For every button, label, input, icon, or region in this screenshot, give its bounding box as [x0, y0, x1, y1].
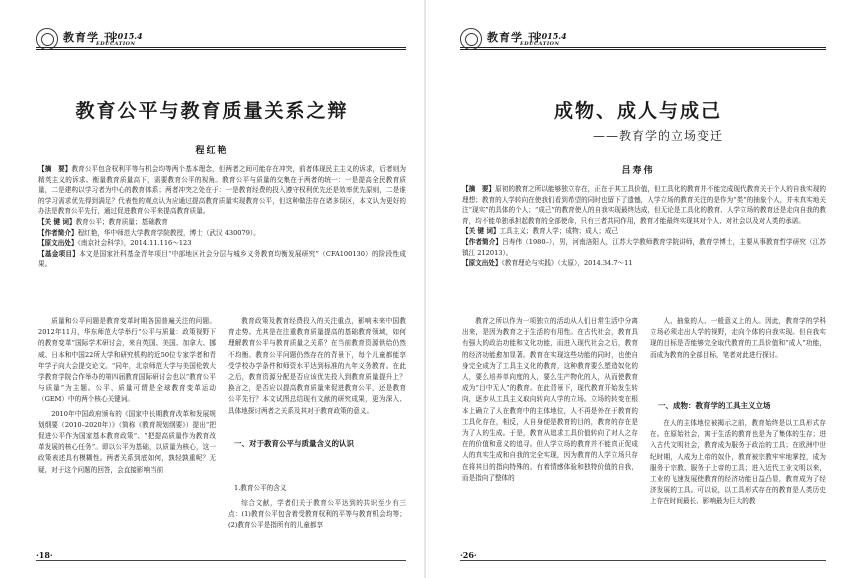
body-column-2 [650, 316, 826, 386]
body-column-1 [462, 316, 638, 544]
body-paragraph: 教育之所以作为一项独立的活动从人们日常生活中分离出来，是因为教育之于生活的有用性。在古代社会，教育具有强大的政治功能和文化功能，而进入现代社会之后，教育的经济功能愈加显著。教育在实现这些功能的同时，也使自身完全成为了工具主义化的教育，这种教育要么塑造奴化的人，要么培养单向度的人，要么生产物化的人，从而使教育成为“目中无人”的教育。在此背景下，现代教育开始发生转向，逐步从工具主义取向转向人学的立场。立场的转变在根本上确立了人在教育中的主体地位，人不再是外在于教育的工具化存在，相反，人自身便是教育的目的，教育的存在是为了人的生成。于是，教育从追求工具价值转向了对人之存在的价值和意义的追寻。但人学立场的教育并不能真正促成人的真实生成和自我的完全实现，因为教育的人学立场只存在将其目的指向特殊的、有着情感体验和独特价值的自我，而是指向了整体的 [462, 317, 638, 482]
article-subtitle: ——教育学的立场变迁 [592, 129, 723, 143]
body-column-2b [228, 498, 406, 544]
body-column-1 [38, 316, 216, 544]
body-paragraph: 人、抽象的人、一般意义上的人。因此，教育学的学科立场必须走出人学的视野，走向个体的自我实现。但自我实现的目标是否能够完全取代教育的工具价值和“成人”功能，而成为教育的全部目标，笔者对此进行探讨。 [650, 317, 826, 359]
body-paragraph: 质量和公平问题是教育变革时期各国普遍关注的问题。2012年11月，华东师范大学举行“公平与质量：政策视野下的教育变革”国际学术研讨会，来自英国、美国、加拿大、挪威、日本和中国22所大学和研究机构的近50位专家学者和青年学子向大会提交论文。“同年，北京师范大学与美国伦敦大学教育学院合作举办的第四届教育国际研讨会也以“教育公平与质量”为主题。公平、质量可谓是全球教育变革运动（GEM）中的两个核心关键词。 [38, 317, 216, 404]
header-rule-thin [460, 49, 826, 50]
source: 【原文出处】《教育理论与实践》（太原），2014.34.7～11 [462, 259, 633, 268]
body-column-2 [228, 316, 406, 428]
section-heading: 一、成物：教育学的工具主义立场 [658, 401, 771, 410]
article-title: 成物、成人与成己 [553, 100, 722, 122]
footer-rule [460, 560, 826, 561]
body-paragraph: 综合文献，学者们关于教育公平达到的共识至少有三点：(1)教育公平包含着受教育权利的平等与教育机会均等；(2)教育公平是指所有的儿童都享 [228, 499, 406, 530]
journal-english: EDUCATION [520, 41, 560, 47]
keywords: 【关 键 词】教育公平；教育质量；基础教育 [38, 217, 168, 226]
header-rule [36, 47, 406, 48]
page-number: ·26· [460, 550, 477, 560]
header-rule-thin [36, 49, 406, 50]
journal-issue: 2015.4 [536, 31, 567, 41]
header-rule [460, 47, 826, 48]
journal-name: 教育学 刊 [63, 31, 116, 44]
abstract: 【摘 要】原初的教育之所以能够独立存在，正在于其工具价值，但工具化的教育并不能完成现代教育关于个人的自我实现的理想；教育的人学转向在使我们看到希望的同时也留下了遗憾，人学立场的教育关注的是作为“类”的抽象个人，并未真实地关注“现实”的具体的个人；“成己”的教育使人的自我实现最终达成，但无论是工具化的教育、人学立场的教育还是走向自我的教育，均不能单独承担起教育的全部使命，只有三者共同作用，教育才能最终实现其对个人、对社会以及对人类的承诺。 [462, 185, 826, 225]
body-column-2b [650, 418, 826, 544]
author-info: 【作者简介】吕寿伟（1980–），男，河南洛阳人，江苏大学教师教育学院讲师，教育学博士，主要从事教育哲学研究（江苏 镇江 212013）。 [462, 237, 827, 257]
right-page [426, 0, 850, 578]
fund: 【基金项目】本文是国家社科基金青年项目“中部地区社会分层与城乡义务教育均衡发展研究”（CFA100130）的阶段性成果。 [38, 249, 406, 269]
article-author: 吕寿伟 [621, 166, 655, 176]
footer-rule [36, 560, 406, 561]
body-paragraph: 在人的主体地位被揭示之前，教育始终是以工具形式存在。在原始社会，寓于生活的教育也是为了集体的生存；进入古代文明社会，教育成为服务于政治的工具；在欧洲中世纪时期，人成为上帝的奴仆，教育被宗教牢牢地掌控，成为服务于宗教、服务于上帝的工具；进入近代工业文明以来，工业的飞速发展使教育的经济功能日益凸显，教育成为了经济发展的工具。可以说，以工具形式存在的教育是人类历史上存在时间最长、影响最为巨大的教 [650, 419, 826, 506]
keywords: 【关 键 词】工具主义；教育人学；成物；成人；成己 [462, 227, 619, 236]
page-number: ·18· [36, 550, 53, 560]
article-metadata [462, 184, 826, 269]
article-author: 程红艳 [195, 146, 229, 156]
body-paragraph: 教育政策及教育经费投入的关注重点，影响未来中国教育走势。尤其是在注重教育质量提高的基础教育领域，如何理解教育公平与教育质量之关系？在当前教育资源供给仍然不均衡、教育公平问题仍然存在的背景下，每个儿童都能享受学校办学条件和师资水平达到标准的九年义务教育。在此之后，教育资源分配是否应该优先投入到教育质量提升上？换言之，是否应以提高教育质量来促进教育公平，还是教育公平先行？本文试图总结现有文献的研究成果，更为深入、具体地探讨两者之关系及其对于教育政策的意义。 [228, 317, 406, 415]
body-paragraph: 2010年中国政府颁布的《国家中长期教育改革和发展规划纲要（2010–2020年）》（简称《教育规划纲要》）提出“把促进公平作为国家基本教育政策”、“把提高质量作为教育改革发展的核心任务”。即以公平为基础，以质量为核心，这一政策表述具有模糊性。两者关系到底如何，孰轻孰重呢？无疑，对于这个问题的回答，会直接影响当前 [38, 409, 216, 474]
journal-english: EDUCATION [96, 41, 136, 47]
subsection-heading: 1.教育公平的含义 [234, 484, 287, 492]
abstract: 【摘 要】教育公平包含权利平等与机会均等两个基本理念，但两者之间可能存在冲突，前者体现民主主义的诉求，后者则为精英主义的诉求。衡量教育质量高下，需要教育公平的视角。教育公平与质量的交集在于两者的统一：一是提高全民教育质量，二是建构以学习者为中心的教育体系；两者冲突之处在于：一是教育经费的投入遵守权利优先还是效率优先原则，二是谁的学习需求优先得到满足？代表性的观点认为应通过提高教育质量实现教育公平，但这种做法存在诸多误区，本文认为更好的办法是教育公平先行，通过促进教育公平来提高教育质量。 [38, 165, 407, 216]
article-title: 教育公平与教育质量关系之辩 [75, 100, 349, 122]
left-page [0, 0, 424, 578]
journal-name: 教育学 刊 [487, 31, 540, 44]
section-heading: 一、对于教育公平与质量含义的认识 [234, 439, 354, 448]
author-info: 【作者简介】程红艳，华中师范大学教育学院教授，博士（武汉 430079）。 [38, 228, 260, 237]
journal-issue: 2015.4 [112, 31, 143, 41]
source: 【原文出处】《南京社会科学》，2014.11.116～123 [38, 239, 192, 248]
article-metadata [38, 164, 406, 270]
